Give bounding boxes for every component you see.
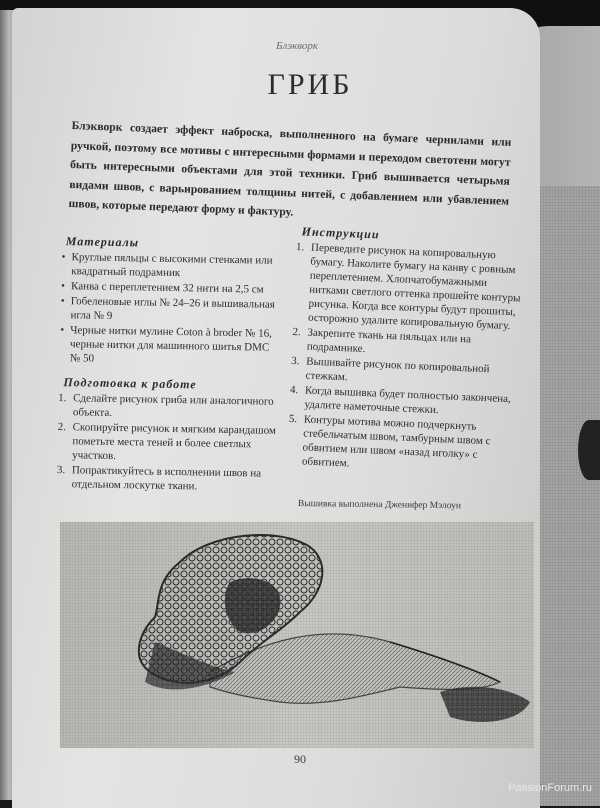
page-title: ГРИБ bbox=[267, 68, 353, 101]
materials-item: • Гобеленовые иглы № 24–26 и вышивальная игла № 9 bbox=[70, 294, 280, 326]
instructions-heading: Инструкции bbox=[301, 224, 380, 242]
preparation-item bbox=[57, 420, 279, 466]
left-column bbox=[55, 234, 281, 496]
step-text: Вышивайте рисунок по копировальной стежкам. bbox=[305, 355, 490, 384]
mushroom-illustration bbox=[60, 522, 534, 748]
step-number: 1. bbox=[58, 391, 67, 405]
step-number: 3. bbox=[291, 354, 300, 368]
page-number: 90 bbox=[294, 752, 306, 766]
intro-paragraph: Блэкворк создает эффект наброска, выполненного на бумаге чернилами или ручкой, поэтому все мотивы с интересными формами и переходом светотени могут быть интересными объектами для этой техники. Гриб вышивается четырьмя видами швов, с варьированием толщины нитей, с добавлением или убавлением швов, которые передают форму и фактуру. bbox=[68, 118, 512, 219]
materials-item: • Черные нитки мулине Coton à broder № 16, черные нитки для машинного шитья DMC № 50 bbox=[70, 323, 281, 369]
facing-page-embroidery bbox=[540, 186, 600, 806]
preparation-list bbox=[56, 391, 280, 495]
materials-item: • Канва с переплетением 32 нити на 2,5 см bbox=[71, 279, 281, 297]
preparation-item bbox=[58, 391, 279, 423]
step-text: Попрактикуйтесь в исполнении швов на отдельном лоскутке ткани. bbox=[71, 464, 262, 493]
step-number: 4. bbox=[289, 383, 299, 397]
step-text: Переведите рисунок на копировальную бумагу. Наколите бумагу на канву с ровным переплетением. Хлопчатобумажными нитками светлого оттенка прошейте контуры рисунка. Когда все контуры будут прошиты, осторожно удалите копировальную бумагу. bbox=[307, 241, 521, 333]
preparation-item bbox=[56, 463, 278, 495]
materials-list bbox=[58, 250, 282, 369]
instructions-item bbox=[295, 241, 527, 334]
instructions-list bbox=[286, 240, 527, 478]
mushroom-embroidery-image bbox=[60, 522, 534, 748]
materials-item: • Круглые пяльцы с высокими стенками или квадратный подрамник bbox=[71, 250, 281, 282]
preparation-heading: Подготовка к работе bbox=[63, 375, 197, 392]
step-text: Контуры мотива можно подчеркнуть стебельчатым швом, тамбурным швом с обвитием или швом «назад иголку» с обвитием. bbox=[301, 413, 491, 470]
instructions-item bbox=[288, 412, 520, 478]
step-number: 2. bbox=[57, 420, 66, 434]
step-text: Скопируйте рисунок и мягким карандашом пометьте места теней и более светлых участков. bbox=[72, 421, 277, 463]
right-column bbox=[286, 224, 528, 479]
step-number: 5. bbox=[288, 412, 298, 426]
step-text: Когда вышивка будет полностью закончена, удалите наметочные стежки. bbox=[304, 384, 511, 417]
step-text: Закрепите ткань на пяльцах или на подрамнике. bbox=[306, 326, 472, 356]
materials-heading: Материалы bbox=[65, 234, 140, 250]
running-head: Блэкворк bbox=[275, 40, 319, 52]
step-number: 1. bbox=[295, 241, 305, 254]
site-watermark: PassionForum.ru bbox=[508, 782, 592, 794]
embroidery-credit: Вышивка выполнена Дженифер Мэлоун bbox=[297, 499, 462, 512]
step-text: Сделайте рисунок гриба или аналогичного объекта. bbox=[72, 392, 274, 419]
facing-page-motif bbox=[578, 420, 600, 480]
step-number: 2. bbox=[292, 325, 301, 339]
step-number: 3. bbox=[56, 463, 66, 477]
